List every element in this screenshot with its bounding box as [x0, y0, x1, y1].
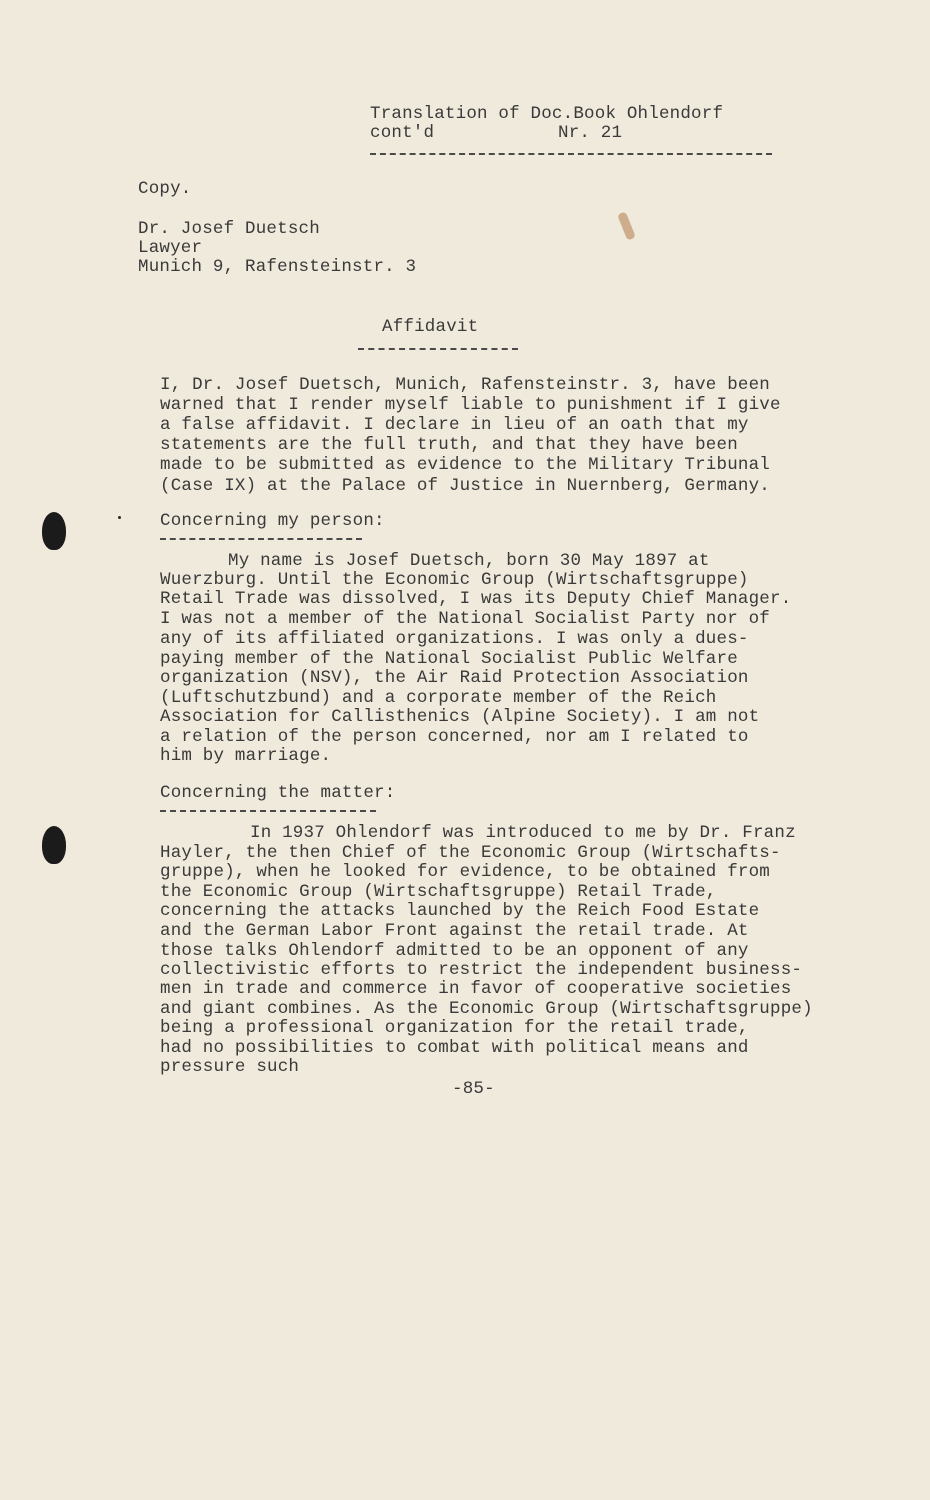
doc-header-number: Nr. 21 — [558, 123, 623, 143]
person-line: any of its affiliated organizations. I was only a dues- — [160, 629, 749, 649]
header-underline — [370, 153, 772, 155]
intro-line: statements are the full truth, and that they have been — [160, 435, 738, 455]
matter-line: being a professional organization for the retail trade, — [160, 1018, 749, 1038]
intro-line: (Case IX) at the Palace of Justice in Nuernberg, Germany. — [160, 476, 770, 496]
sender-title: Lawyer — [138, 238, 203, 258]
ink-dot — [118, 516, 121, 519]
matter-line: had no possibilities to combat with political means and — [160, 1038, 749, 1058]
section-matter-heading: Concerning the matter: — [160, 783, 396, 803]
section-person-heading: Concerning my person: — [160, 511, 385, 531]
punch-hole-top — [42, 512, 66, 550]
page-number: -85- — [452, 1079, 495, 1099]
intro-line: made to be submitted as evidence to the Military Tribunal — [160, 455, 770, 475]
person-line: a relation of the person concerned, nor am I related to — [160, 727, 749, 747]
matter-line: those talks Ohlendorf admitted to be an opponent of any — [160, 941, 749, 961]
person-line: paying member of the National Socialist Public Welfare — [160, 649, 738, 669]
stain-mark — [617, 211, 636, 240]
doc-header-contd: cont'd — [370, 123, 435, 143]
affidavit-title: Affidavit — [382, 317, 479, 337]
intro-line: I, Dr. Josef Duetsch, Munich, Rafensteinstr. 3, have been — [160, 375, 770, 395]
sender-name: Dr. Josef Duetsch — [138, 219, 320, 239]
section-matter-underline — [160, 810, 376, 812]
matter-line: the Economic Group (Wirtschaftsgruppe) Retail Trade, — [160, 882, 717, 902]
affidavit-underline — [358, 348, 518, 350]
matter-line: concerning the attacks launched by the Reich Food Estate — [160, 901, 760, 921]
person-line: I was not a member of the National Socialist Party nor of — [160, 609, 770, 629]
person-line: Association for Callisthenics (Alpine Society). I am not — [160, 707, 760, 727]
sender-address: Munich 9, Rafensteinstr. 3 — [138, 257, 417, 277]
person-line: him by marriage. — [160, 746, 332, 766]
matter-line: pressure such — [160, 1057, 300, 1077]
person-line: Retail Trade was dissolved, I was its Deputy Chief Manager. — [160, 589, 792, 609]
intro-line: warned that I render myself liable to punishment if I give — [160, 395, 781, 415]
matter-line: men in trade and commerce in favor of cooperative societies — [160, 979, 792, 999]
matter-line: Hayler, the then Chief of the Economic Group (Wirtschafts- — [160, 843, 781, 863]
matter-line: collectivistic efforts to restrict the independent business- — [160, 960, 803, 980]
matter-line: In 1937 Ohlendorf was introduced to me by Dr. Franz — [250, 823, 796, 843]
matter-line: and the German Labor Front against the retail trade. At — [160, 921, 749, 941]
matter-line: and giant combines. As the Economic Group (Wirtschaftsgruppe) — [160, 999, 813, 1019]
intro-line: a false affidavit. I declare in lieu of an oath that my — [160, 415, 749, 435]
person-line: My name is Josef Duetsch, born 30 May 1897 at — [228, 551, 710, 571]
doc-header-title: Translation of Doc.Book Ohlendorf — [370, 104, 724, 124]
punch-hole-bottom — [42, 826, 66, 864]
person-line: Wuerzburg. Until the Economic Group (Wirtschaftsgruppe) — [160, 570, 749, 590]
matter-line: gruppe), when he looked for evidence, to be obtained from — [160, 862, 770, 882]
person-line: organization (NSV), the Air Raid Protection Association — [160, 668, 749, 688]
copy-label: Copy. — [138, 179, 192, 199]
section-person-underline — [160, 538, 362, 540]
person-line: (Luftschutzbund) and a corporate member of the Reich — [160, 688, 717, 708]
